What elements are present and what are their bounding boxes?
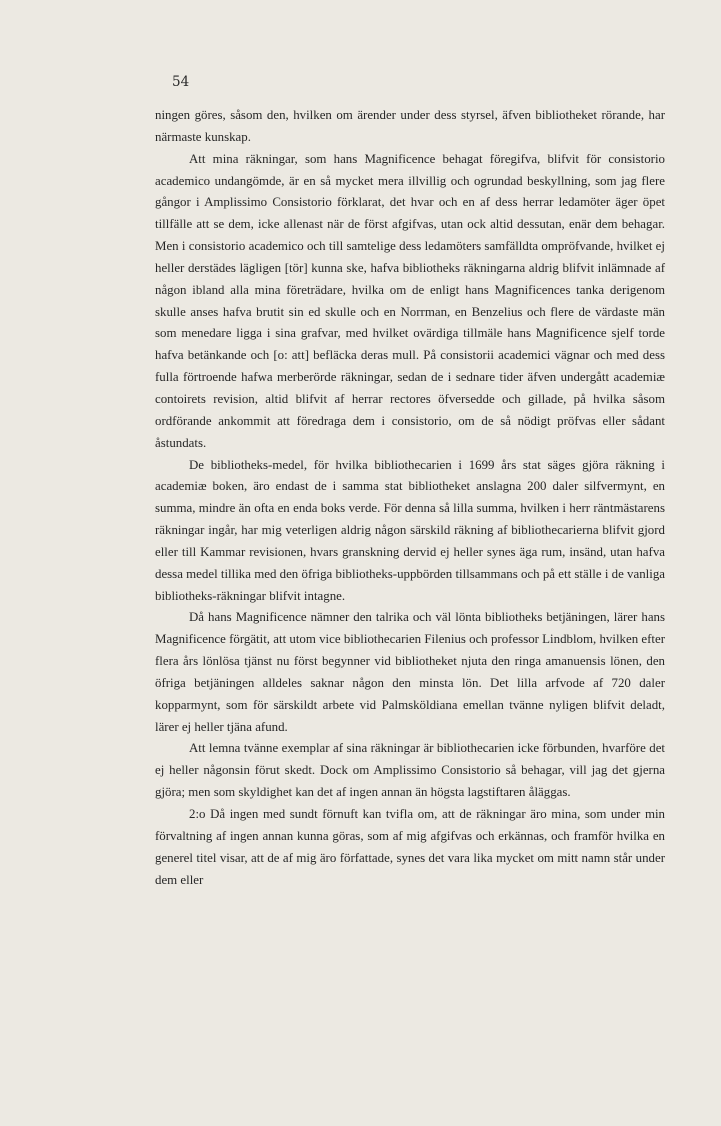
paragraph-6: 2:o Då ingen med sundt förnuft kan tvifla om, att de räkningar äro mina, som under min förvaltning af ingen annan kunna göras, som af mig afgifvas och erkännas, och framför hvilka en generel titel visar, att de af mig äro författade, synes det vara lika mycket om mitt namn står under dem eller (155, 807, 665, 887)
paragraph-2: Att mina räkningar, som hans Magnificence behagat föregifva, blifvit för consistorio academico undangömde, är en så mycket mera illvillig och ogrundad beskyllning, som jag flere gångor i Amplissimo Consistorio förklarat, det hvar och en af dess herrar ledamöter äger öpet tillfälle att se dem, icke allenast när de först afgifvas, utan ock altid dessutan, enär dem behagar. Men i consistorio academico och till samtelige dess ledamöters samfälldta ompröfvande, hvilket ej heller derstädes lägligen [tör] kunna ske, hafva bibliotheks räkningarna aldrig blifvit inlämnade af någon ibland alla mina företrädare, hvilka om de enligt hans Magnificences tanka derigenom skulle anses hafva brutit sin ed skulle och en Norrman, en Benzelius och flere de värdaste män som menedare ligga i sina grafvar, med hvilket ovärdiga tillmäle hans Magnificence sjelf torde hafva betänkande och [o: att] befläcka deras mull. På consistorii academici vägnar och med dess fulla förtroende hafwa merberörde räkningar, sedan de i sednare tider äfven undergått academiæ contoirets revision, altid blifvit af herrar rectores öfversedde och gillade, på hvilka såsom ordförande ankommit att föredraga dem i consistorio, om de så nödigt pröfvas eller sådant åstundats. (155, 151, 665, 450)
paragraph-5: Att lemna tvänne exemplar af sina räkningar är bibliothecarien icke förbunden, hvarföre det ej heller någonsin förut skedt. Dock om Amplissimo Consistorio så behagar, vill jag det gjerna gjöra; men som skyldighet kan det af ingen annan än högsta lagstiftaren åläggas. (155, 741, 665, 800)
paragraph-1: ningen göres, såsom den, hvilken om ärender under dess styrsel, äfven bibliotheket rörande, har närmaste kunskap. (155, 108, 665, 144)
paragraph-4: Då hans Magnificence nämner den talrika och väl lönta bibliotheks betjäningen, lärer hans Magnificence förgätit, att utom vice bibliothecarien Filenius och professor Lindblom, hvilken efter flera års lönlösa tjänst nu först begynner vid bibliotheket njuta den ringa amanuensis lönen, den öfriga betjäningen alldeles saknar någon den minsta lön. Det lilla arfvode af 720 daler kopparmynt, som för särskildt arbete vid Palmsköldiana emellan tvänne nyligen blifvit deladt, lärer ej heller tjäna afund. (155, 610, 665, 734)
page-number: 54 (172, 74, 190, 90)
body-text (155, 105, 665, 891)
paragraph-3: De bibliotheks-medel, för hvilka bibliothecarien i 1699 års stat säges gjöra räkning i academiæ boken, äro endast de i samma stat bibliotheket anslagna 200 daler silfvermynt, en summa, mindre än ofta en enda boks verde. För denna så lilla summa, hvilken i herr räntmästarens räkningar ingår, har mig veterligen aldrig någon särskild räkning af bibliothecarierna blifvit gjord eller till Kammar revisionen, hvars granskning dervid ej heller synes äga rum, insänd, utan hafva dessa medel tillika med den öfriga bibliotheks-uppbörden tillsammans och på ett ställe i de vanliga bibliotheks-räkningar blifvit intagne. (155, 457, 665, 603)
